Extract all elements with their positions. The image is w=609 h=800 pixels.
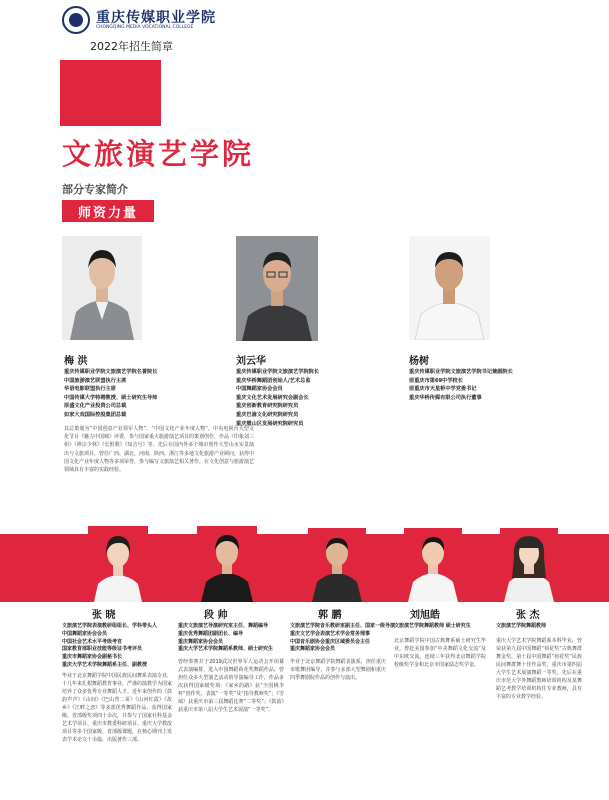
expert-name: 段 帅 bbox=[204, 610, 228, 621]
title-line: 中国音乐剧协会重庆区域委员会主任 bbox=[290, 638, 371, 645]
expert-titles bbox=[178, 623, 286, 654]
title-line: 文旅演艺学院舞蹈教师 bbox=[496, 623, 547, 629]
expert-name: 郭 鹏 bbox=[318, 610, 342, 621]
title-line: 中国旅游演艺联盟执行主席 bbox=[64, 377, 127, 384]
title-line: 重庆创新教育研究院研究员 bbox=[236, 403, 299, 410]
expert-titles bbox=[236, 368, 319, 428]
year-title: 2022年招生简章 bbox=[90, 40, 173, 53]
expert-bio: 北京舞蹈学院中国古典舞系硕士研究生毕业，曾赴美国参加“中美舞蹈文化交流”及中东欧交流，连续三年获得北京舞蹈学院校级奖学金和北京市国家励志奖学金。 bbox=[394, 638, 486, 668]
title-line: 文旅演艺学院音乐教研室副主任、国家一级导演 bbox=[290, 623, 396, 629]
expert-bio: 重庆大学艺术学院舞蹈系本科毕业，曾荣获第九届中国舞蹈“荷花奖”古典舞群舞金奖、第十届中国舞蹈“荷花奖”民族民间舞群舞十佳作品奖，重庆市第四届大学生艺术展演舞蹈一等奖。先后在重庆市范大学外舞蹈教师培训机构及某舞蹈艺考教学培训机构任专业教师，具有丰富的专业教学经验。 bbox=[496, 638, 582, 700]
title-line: 中国社会艺术水平考级考官 bbox=[62, 638, 123, 645]
title-line: 重庆文化艺术发展研究会副会长 bbox=[236, 394, 309, 401]
title-line: 国家教育部职业技能等级证书考评员 bbox=[62, 646, 143, 653]
school-logo-icon bbox=[62, 6, 90, 34]
portrait-yang-shu bbox=[409, 236, 490, 340]
title-line: 重庆传媒职业学院文旅演艺学院书记兼副院长 bbox=[409, 369, 513, 375]
title-line: 文旅演艺学院舞蹈教师 硕士研究生 bbox=[394, 623, 471, 629]
school-header bbox=[62, 6, 312, 54]
title-line: 重庆华桥传媒有限公司执行董事 bbox=[409, 394, 482, 401]
expert-name: 梅 洪 bbox=[64, 356, 88, 367]
expert-name: 杨树 bbox=[409, 356, 429, 367]
college-title: 文旅演艺学院 bbox=[62, 137, 255, 171]
title-line: 重庆优秀舞蹈团副团长、编导 bbox=[178, 630, 244, 637]
expert-name: 张 晓 bbox=[92, 610, 116, 621]
title-line: 如家大戏国际控股集团总裁 bbox=[64, 411, 127, 418]
portrait-guo-peng bbox=[308, 528, 366, 602]
expert-titles bbox=[64, 368, 157, 420]
title-line: 重庆璧山区发展研究院研究员 bbox=[236, 420, 304, 427]
portrait-liu-yunhua bbox=[236, 236, 318, 341]
title-line: 原盛文化产业投资公司总裁 bbox=[64, 403, 127, 410]
portrait-zhang-jie bbox=[500, 528, 558, 602]
expert-titles bbox=[496, 623, 586, 631]
title-line: 重庆传媒职业学院文旅演艺学院名誉院长 bbox=[64, 369, 158, 375]
title-line: 文旅演艺学院表演教研组组长、学科带头人 bbox=[62, 623, 158, 629]
portrait-zhang-xiao bbox=[88, 526, 148, 602]
decorative-red-block bbox=[60, 60, 161, 126]
title-line: 重庆华桥舞蹈团创始人/艺术总监 bbox=[236, 377, 311, 384]
portrait-liu-xuhao bbox=[404, 528, 462, 602]
title-line: 中国舞蹈家协会会员 bbox=[62, 630, 108, 637]
title-line: 重庆巴渝文化研究院研究员 bbox=[236, 411, 299, 418]
expert-name: 张 杰 bbox=[516, 610, 540, 621]
title-line: 重庆舞蹈家协会会员 bbox=[178, 638, 224, 645]
expert-bio: 毕业于北京舞蹈学院舞蹈表演系，担任重庆市歌舞团编导，并参与多部大型舞剧和重庆四季舞剧院作品的创作与演出。 bbox=[290, 659, 386, 681]
school-name-en: CHONGQING MEDIA VOCATIONAL COLLEGE bbox=[96, 25, 194, 30]
expert-titles bbox=[394, 623, 490, 631]
faculty-tag: 师资力量 bbox=[62, 200, 154, 222]
title-line: 重庆传媒职业学院文旅演艺学院院长 bbox=[236, 369, 320, 375]
expert-titles bbox=[62, 623, 172, 670]
section-subtitle: 部分专家简介 bbox=[62, 183, 128, 196]
title-line: 华语电影联盟执行主席 bbox=[64, 386, 116, 393]
title-line: 中国舞蹈家协会会员 bbox=[236, 386, 283, 393]
title-line: 原重庆市第69中学校长 bbox=[409, 377, 463, 384]
school-name: 重庆传媒职业学院 bbox=[96, 10, 216, 26]
title-line: 重庆大学艺术学院舞蹈系教师、硕士研究生 bbox=[178, 646, 274, 653]
expert-bio: 曾经参赛并于2019武汉世界军人运动会开闭幕式表演编排，进入中国舞蹈荷花奖舞蹈作品，曾担任众多大型演艺活动的导演编导工作，作品多次获得国家级奖项：《家乡的路》获“全国桃李杯”创作奖、表演“一等奖”及“指导教师奖”；《雪域》获重庆市第三届舞蹈比赛“二等奖”；《鼓韵》获重庆市第八届大学生艺术展演“一等奖”。 bbox=[178, 659, 284, 713]
title-line: 重庆文艺学会表演艺术学会常务理事 bbox=[290, 630, 371, 637]
expert-name: 刘旭皓 bbox=[410, 610, 440, 621]
title-line: 重庆市舞蹈家协会副秘书长 bbox=[62, 654, 123, 661]
title-line: 中国传媒大学特聘教授、硕士研究生导师 bbox=[64, 394, 158, 401]
title-line: 重庆大学艺术学院舞蹈系主任、副教授 bbox=[62, 661, 148, 668]
expert-titles bbox=[290, 623, 394, 654]
portrait-duan-shuai bbox=[197, 526, 257, 602]
expert-name: 刘云华 bbox=[236, 356, 266, 367]
expert-titles bbox=[409, 368, 513, 402]
expert-bio: 其总策划为“中国创意产业领军人物”、“中国文化产业年度人物”，中央电视台大型文化节目《魅力中国城》评委，参与国家重大旅游演艺项目的策划创作，作品《印象刘三姐》《禅宗少林》《长恨歌》《知音号》等，先后在国内外多个城市创作大型山水实景演出与文旅项目，曾任广西、湖北、河南、陕西、浙江等多地文化旅游产业顾问，获得中国文化产业年度人物等多项荣誉，参与编写文旅演艺相关著作，在文化创意与旅游演艺领域具有丰富的实践经验。 bbox=[64, 426, 255, 474]
title-line: 原重庆市天星桥中学党委书记 bbox=[409, 386, 477, 393]
expert-bio: 毕业于北京舞蹈学院中国民族民间舞系表演专业，十几年来扎根舞蹈教育事业，严谨的演教学为国家培养了众多优秀专业舞蹈人才。近年来创作的《鼓韵声声》《山间》《巴山背二哥》《山河红霞》《故乡》《江畔之恋》等多部优秀舞蹈作品，获得国家级、省部级奖项四十余次，并参与了国家社科基金艺术学项目、重庆市教委科研项目、重庆大学教改项目等多个国家级、省部级课题，在核心期刊上发表学术论文十余篇，出版著作三部。 bbox=[62, 673, 173, 743]
title-line: 重庆文旅演艺导演研究室主任、舞蹈编导 bbox=[178, 623, 269, 629]
title-line: 重庆舞蹈家协会会员 bbox=[290, 646, 336, 653]
portrait-mei-hong bbox=[62, 236, 142, 340]
